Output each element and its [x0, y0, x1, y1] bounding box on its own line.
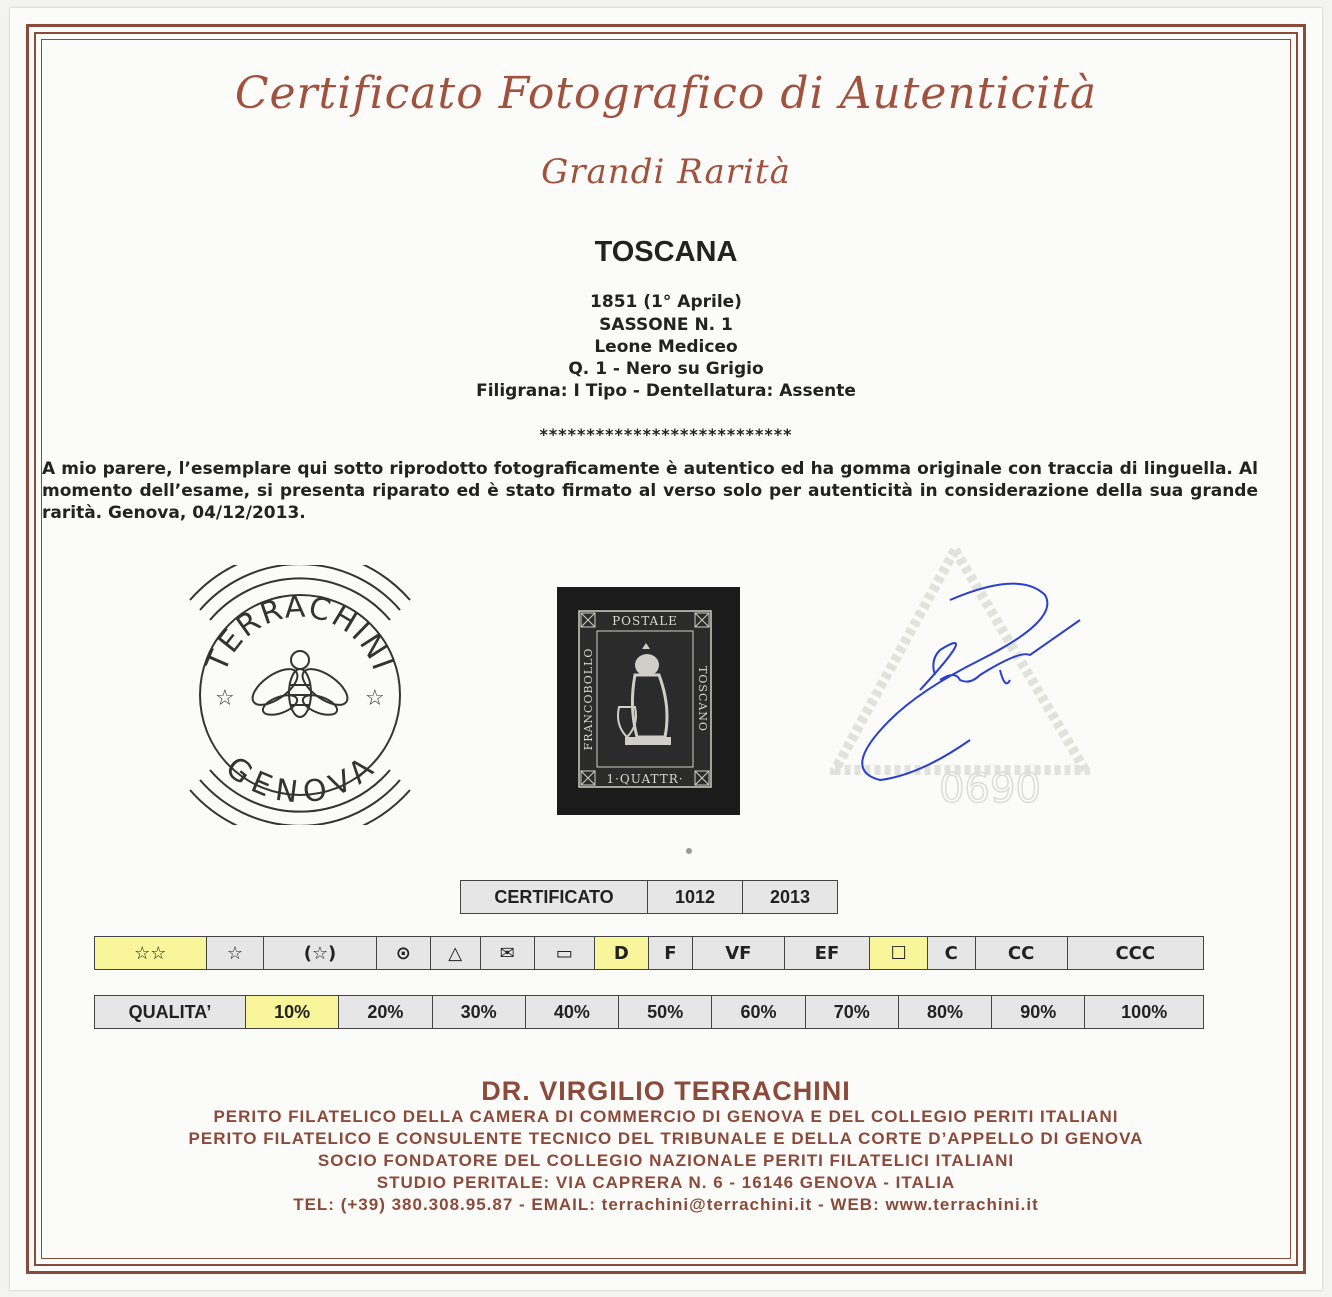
stamp-design [557, 587, 740, 815]
certificate-label: CERTIFICATO [461, 881, 648, 914]
emboss-number: 0690 [939, 766, 1041, 812]
expert-name: DR. VIRGILIO TERRACHINI [481, 1076, 851, 1106]
condition-table [94, 936, 1204, 970]
footer-line-4: STUDIO PERITALE: VIA CAPRERA N. 6 - 16146 GENOVA - ITALIA [376, 1173, 956, 1192]
detail-design: Leone Mediceo [594, 337, 738, 357]
certificate-year: 2013 [743, 881, 838, 914]
star-icon: ☆ [365, 686, 385, 711]
quality-cell: 60% [712, 996, 805, 1029]
condition-cell: EF [784, 937, 870, 970]
quality-label: QUALITA’ [95, 996, 246, 1029]
footer-line-2: PERITO FILATELICO E CONSULENTE TECNICO DEL TRIBUNALE E DELLA CORTE D’APPELLO DI GENOVA [188, 1129, 1144, 1148]
condition-cell: (☆) [264, 937, 377, 970]
seal-top-text: TERRACHINI [199, 589, 401, 677]
region-title: TOSCANA [594, 236, 738, 268]
condition-cell: C [927, 937, 975, 970]
condition-cell: ☆☆ [95, 937, 207, 970]
condition-cell: ☆ [206, 937, 264, 970]
terrachini-seal [170, 565, 430, 825]
footer-line-5: TEL: (+39) 380.308.95.87 - EMAIL: terrachini@terrachini.it - WEB: www.terrachini.it [293, 1195, 1039, 1214]
condition-cell: ✉ [480, 937, 534, 970]
condition-cell: △ [430, 937, 480, 970]
condition-cell: ☐ [870, 937, 928, 970]
quality-table [94, 995, 1204, 1029]
certificate-number: 1012 [648, 881, 743, 914]
certificate-subtitle: Grandi Rarità [541, 152, 791, 192]
condition-cell: VF [693, 937, 784, 970]
quality-cell: 30% [432, 996, 525, 1029]
footer-line-3: SOCIO FONDATORE DEL COLLEGIO NAZIONALE PERITI FILATELICI ITALIANI [317, 1151, 1015, 1170]
opinion-text: A mio parere, l’esemplare qui sotto riprodotto fotograficamente è autentico ed ha gomma originale con traccia di linguella. Al momento dell’esame, si presenta riparato ed è stato firmato al verso solo per autenticità in considerazione della sua grande rarità. Genova, 04/12/2013. [42, 459, 1258, 523]
certificate-title: Certificato Fotografico di Autenticità [234, 68, 1098, 119]
detail-color: Q. 1 - Nero su Grigio [568, 359, 764, 379]
svg-text:GENOVA [219, 749, 381, 810]
stamp-left-label: FRANCOBOLLO [582, 647, 595, 751]
embossed-seal [830, 540, 1090, 820]
quality-cell: 10% [246, 996, 339, 1029]
stamp-right-label: TOSCANO [696, 666, 709, 732]
detail-catalogue: SASSONE N. 1 [599, 315, 733, 335]
condition-cell: D [595, 937, 649, 970]
condition-cell: ▭ [534, 937, 594, 970]
certificate-table [460, 880, 838, 914]
signature [862, 584, 1080, 780]
quality-cell: 80% [898, 996, 991, 1029]
condition-cell: F [648, 937, 693, 970]
separator: *************************** [539, 425, 793, 444]
condition-cell: ⊙ [376, 937, 430, 970]
star-icon: ☆ [215, 686, 235, 711]
quality-cell: 90% [992, 996, 1085, 1029]
condition-cell: CCC [1067, 937, 1203, 970]
speck [686, 848, 692, 854]
quality-cell: 50% [619, 996, 712, 1029]
detail-watermark: Filigrana: I Tipo - Dentellatura: Assente [476, 381, 856, 401]
footer-line-1: PERITO FILATELICO DELLA CAMERA DI COMMERCIO DI GENOVA E DEL COLLEGIO PERITI ITALIANI [213, 1107, 1119, 1126]
detail-year: 1851 (1° Aprile) [590, 292, 742, 312]
quality-cell: 20% [339, 996, 432, 1029]
seal-bottom-text: GENOVA [218, 749, 382, 811]
stamp-photo [557, 587, 740, 815]
quality-cell: 40% [525, 996, 618, 1029]
quality-cell: 100% [1085, 996, 1204, 1029]
quality-cell: 70% [805, 996, 898, 1029]
stamp-top-label: POSTALE [612, 614, 678, 628]
condition-cell: CC [975, 937, 1067, 970]
stamp-bottom-label: 1·QUATTR· [606, 772, 684, 786]
bee-icon [247, 651, 353, 719]
